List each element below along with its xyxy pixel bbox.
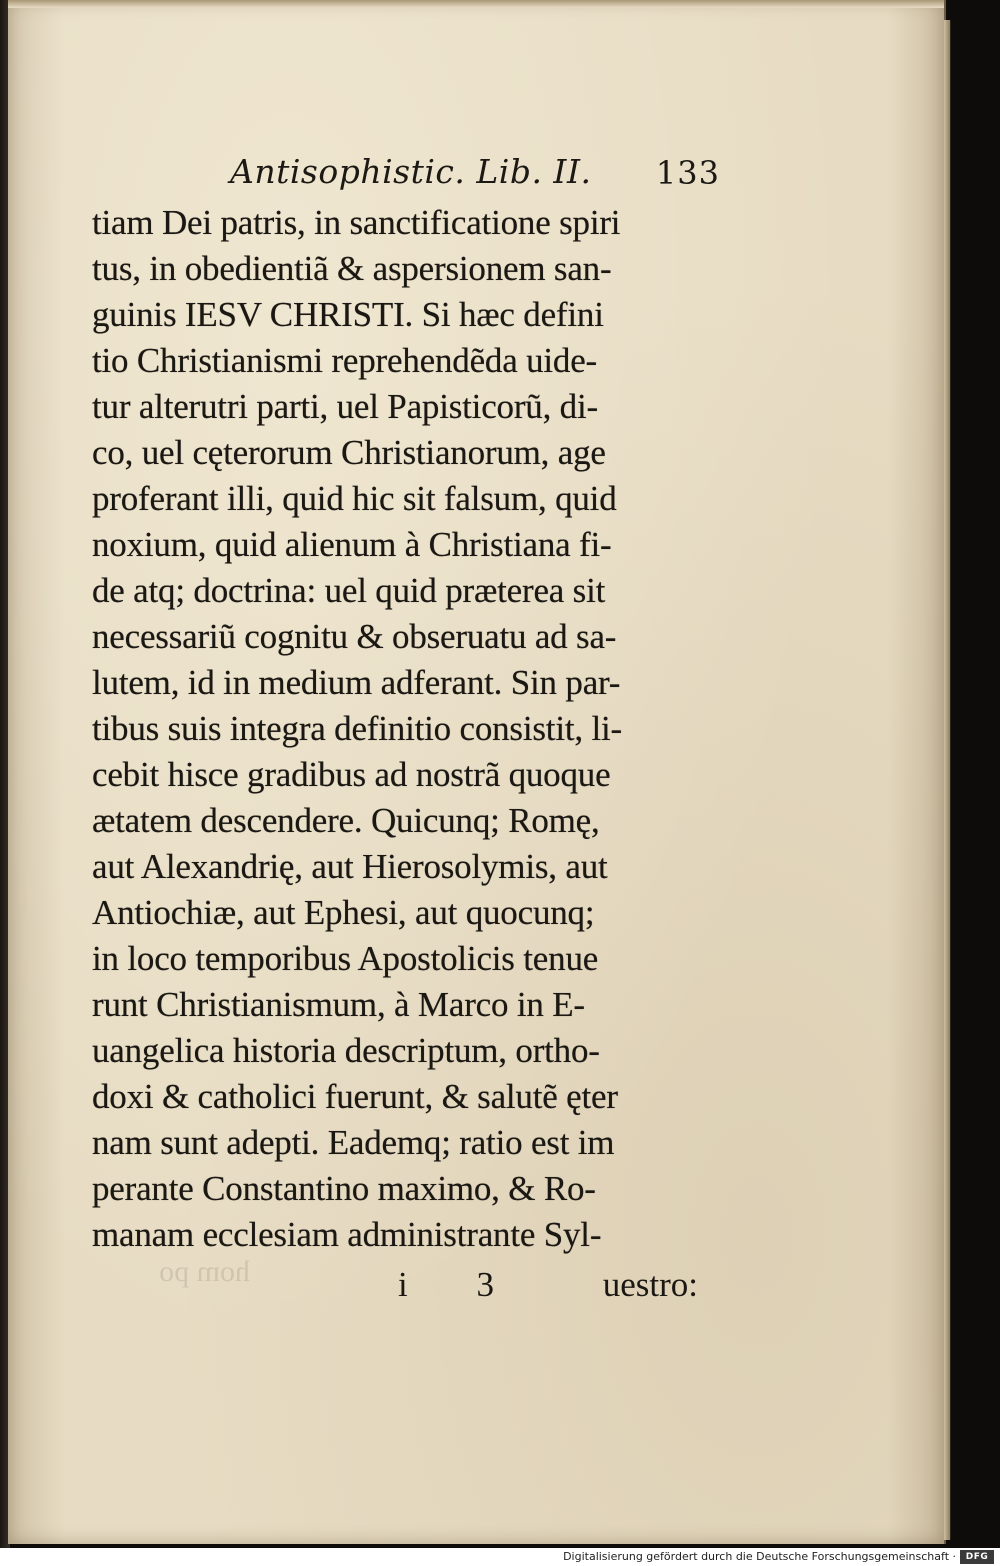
text-line: in loco temporibus Apostolicis tenue bbox=[92, 939, 599, 978]
page-header bbox=[230, 152, 720, 202]
text-line: perante Constantino maximo, & Ro- bbox=[92, 1169, 596, 1208]
text-line: aut Alexandrię, aut Hierosolymis, aut bbox=[92, 847, 608, 886]
text-line: nam sunt adepti. Eademq; ratio est im bbox=[92, 1123, 615, 1162]
dfg-logo-icon: DFG bbox=[960, 1550, 994, 1564]
text-line: doxi & catholici fuerunt, & salutẽ ęter bbox=[92, 1077, 618, 1116]
page-footer bbox=[398, 1262, 698, 1308]
text-line: lutem, id in medium adferant. Sin par- bbox=[92, 663, 621, 702]
signature-mark: i 3 bbox=[398, 1265, 524, 1304]
text-line: necessariũ cognitu & obseruatu ad sa- bbox=[92, 617, 617, 656]
text-line: tibus suis integra definitio consistit, li- bbox=[92, 709, 622, 748]
page-fore-edge bbox=[944, 20, 951, 1540]
page-number: 133 bbox=[655, 154, 720, 192]
text-line: noxium, quid alienum à Christiana fi- bbox=[92, 525, 612, 564]
body-text bbox=[92, 200, 732, 1258]
page-top-shadow bbox=[8, 0, 944, 8]
text-line: uangelica historia descriptum, ortho- bbox=[92, 1031, 600, 1070]
text-line: de atq; doctrina: uel quid præterea sit bbox=[92, 571, 606, 610]
text-line: tur alterutri parti, uel Papisticorũ, di- bbox=[92, 387, 598, 426]
text-line: tio Christianismi reprehendẽda uide- bbox=[92, 341, 598, 380]
text-line: Antiochiæ, aut Ephesi, aut quocunq; bbox=[92, 893, 595, 932]
text-line: manam ecclesiam administrante Syl- bbox=[92, 1215, 602, 1254]
text-line: tus, in obedientiã & aspersionem san- bbox=[92, 249, 612, 288]
text-line: cebit hisce gradibus ad nostrã quoque bbox=[92, 755, 611, 794]
text-line: co, uel cęterorum Christianorum, age bbox=[92, 433, 606, 472]
text-line: runt Christianismum, à Marco in E- bbox=[92, 985, 585, 1024]
running-title: Antisophistic. Lib. II. bbox=[230, 152, 592, 191]
show-through-text: hom po bbox=[159, 1255, 250, 1288]
catchword: uestro: bbox=[602, 1265, 698, 1304]
text-line: ætatem descendere. Quicunq; Romę, bbox=[92, 801, 600, 840]
text-line: guinis IESV CHRISTI. Si hæc defini bbox=[92, 295, 604, 334]
text-line: proferant illi, quid hic sit falsum, quid bbox=[92, 479, 617, 518]
scan-credit-text: Digitalisierung gefördert durch die Deutsche Forschungsgemeinschaft · bbox=[563, 1550, 956, 1563]
text-line: tiam Dei patris, in sanctificatione spiri bbox=[92, 203, 621, 242]
